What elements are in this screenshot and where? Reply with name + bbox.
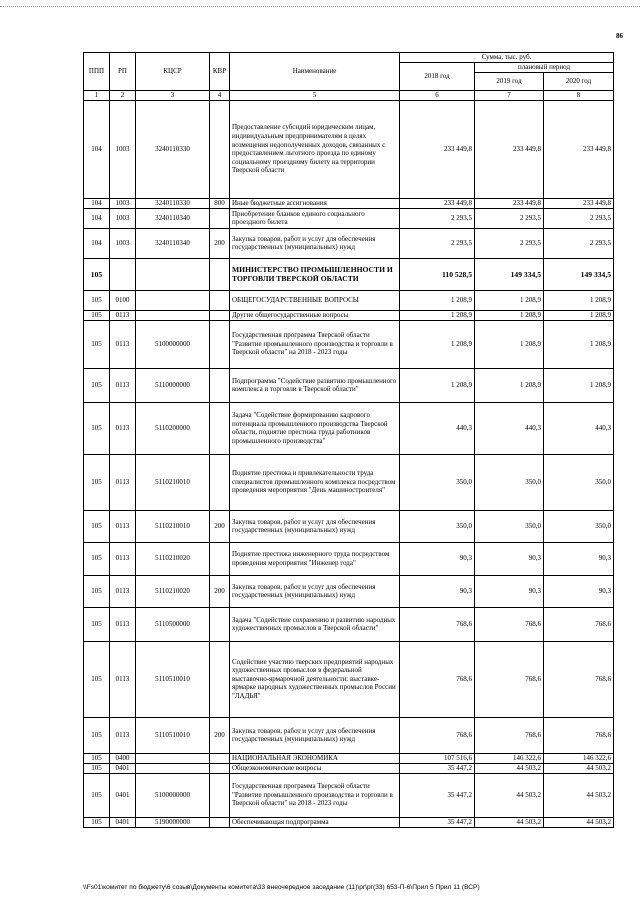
cell-kcsr: 5110210010 xyxy=(136,454,210,510)
cell-value-2019: 768,6 xyxy=(475,641,544,717)
cell-kcsr: 5100000000 xyxy=(136,773,210,817)
cell-kcsr: 5110510010 xyxy=(136,717,210,753)
cell-value-2018: 440,3 xyxy=(400,402,475,454)
cell-value-2019: 233 449,8 xyxy=(475,100,544,198)
col-num-1: 1 xyxy=(84,91,110,101)
cell-value-2019: 149 334,5 xyxy=(475,258,544,290)
cell-value-2019: 350,0 xyxy=(475,454,544,510)
cell-rp: 0113 xyxy=(110,454,136,510)
cell-value-2020: 233 449,8 xyxy=(544,100,614,198)
col-ppp: ППП xyxy=(84,53,110,91)
cell-name: Задача "Содействие сохранению и развитию народных художественных промыслов в Тверской области" xyxy=(230,607,400,641)
cell-ppp: 105 xyxy=(84,717,110,753)
cell-ppp: 105 xyxy=(84,763,110,773)
cell-ppp: 104 xyxy=(84,208,110,228)
cell-value-2018: 35 447,2 xyxy=(400,773,475,817)
cell-value-2019: 768,6 xyxy=(475,717,544,753)
cell-value-2018: 90,3 xyxy=(400,542,475,575)
table-row xyxy=(84,258,614,290)
cell-value-2019: 2 293,5 xyxy=(475,208,544,228)
cell-value-2020: 768,6 xyxy=(544,641,614,717)
cell-rp: 0113 xyxy=(110,402,136,454)
cell-value-2019: 233 449,8 xyxy=(475,198,544,208)
cell-kcsr: 5110200000 xyxy=(136,402,210,454)
cell-name: Общеэкономические вопросы xyxy=(230,763,400,773)
cell-kvr: 200 xyxy=(210,510,230,542)
cell-rp: 0113 xyxy=(110,320,136,368)
cell-ppp: 105 xyxy=(84,607,110,641)
cell-value-2019: 146 322,6 xyxy=(475,753,544,763)
table-row xyxy=(84,717,614,753)
cell-ppp: 104 xyxy=(84,228,110,258)
cell-value-2018: 1 208,9 xyxy=(400,320,475,368)
cell-ppp: 105 xyxy=(84,753,110,763)
cell-kvr xyxy=(210,258,230,290)
cell-value-2018: 233 449,8 xyxy=(400,198,475,208)
cell-value-2018: 107 516,6 xyxy=(400,753,475,763)
cell-value-2020: 1 208,9 xyxy=(544,320,614,368)
cell-value-2020: 768,6 xyxy=(544,717,614,753)
cell-value-2018: 35 447,2 xyxy=(400,817,475,827)
col-num-5: 5 xyxy=(230,91,400,101)
cell-kvr xyxy=(210,454,230,510)
table-row xyxy=(84,290,614,310)
cell-rp: 0113 xyxy=(110,368,136,402)
cell-ppp: 105 xyxy=(84,575,110,607)
cell-value-2019: 1 208,9 xyxy=(475,290,544,310)
cell-rp: 1003 xyxy=(110,198,136,208)
cell-value-2019: 2 293,5 xyxy=(475,228,544,258)
cell-kcsr: 5110210020 xyxy=(136,575,210,607)
cell-value-2018: 768,6 xyxy=(400,641,475,717)
table-row xyxy=(84,763,614,773)
col-kvr: КВР xyxy=(210,53,230,91)
cell-name: Закупка товаров, работ и услуг для обеспечения государственных (муниципальных) нужд xyxy=(230,575,400,607)
cell-name: Предоставление субсидий юридическим лицам, индивидуальным предпринимателям в целях возмещения недополученных доходов, связанных с предоставлением льготного проезда по единому социальному проездному билету на территории Тверской области xyxy=(230,100,400,198)
cell-name: НАЦИОНАЛЬНАЯ ЭКОНОМИКА xyxy=(230,753,400,763)
cell-name: Государственная программа Тверской области "Развитие промышленного производства и торговли в Тверской области" на 2018 - 2023 годы xyxy=(230,320,400,368)
cell-kvr: 200 xyxy=(210,717,230,753)
cell-kcsr: 3240110340 xyxy=(136,228,210,258)
cell-rp: 0113 xyxy=(110,542,136,575)
cell-rp: 0113 xyxy=(110,607,136,641)
cell-name: МИНИСТЕРСТВО ПРОМЫШЛЕННОСТИ И ТОРГОВЛИ ТВЕРСКОЙ ОБЛАСТИ xyxy=(230,258,400,290)
cell-ppp: 104 xyxy=(84,198,110,208)
budget-table xyxy=(83,52,614,828)
cell-value-2020: 149 334,5 xyxy=(544,258,614,290)
cell-value-2019: 350,0 xyxy=(475,510,544,542)
cell-kvr xyxy=(210,290,230,310)
cell-value-2019: 1 208,9 xyxy=(475,368,544,402)
cell-name: ОБЩЕГОСУДАРСТВЕННЫЕ ВОПРОСЫ xyxy=(230,290,400,310)
cell-kvr xyxy=(210,817,230,827)
cell-value-2020: 350,0 xyxy=(544,510,614,542)
table-row xyxy=(84,817,614,827)
cell-rp: 1003 xyxy=(110,228,136,258)
cell-name: Иные бюджетные ассигнования xyxy=(230,198,400,208)
cell-rp: 0401 xyxy=(110,763,136,773)
cell-ppp: 105 xyxy=(84,510,110,542)
cell-name: Приобретение бланков единого социального проездного билета xyxy=(230,208,400,228)
cell-value-2018: 1 208,9 xyxy=(400,290,475,310)
col-num-4: 4 xyxy=(210,91,230,101)
cell-rp: 0401 xyxy=(110,817,136,827)
cell-rp: 0100 xyxy=(110,290,136,310)
cell-ppp: 105 xyxy=(84,368,110,402)
col-num-8: 8 xyxy=(544,91,614,101)
cell-kcsr xyxy=(136,310,210,320)
col-2018: 2018 год xyxy=(400,63,475,91)
cell-kvr xyxy=(210,310,230,320)
cell-kcsr xyxy=(136,258,210,290)
cell-value-2018: 1 208,9 xyxy=(400,368,475,402)
file-path-footer: \\Fs01\комитет по бюджету\6 созыв\Документы комитета\33 внеочередное заседание (11)\pr\рг(33) 653-П-6\Прил 5 Прил 11 (ВСР) xyxy=(83,884,480,891)
cell-ppp: 105 xyxy=(84,320,110,368)
cell-value-2020: 233 449,8 xyxy=(544,198,614,208)
cell-ppp: 105 xyxy=(84,817,110,827)
cell-kvr xyxy=(210,773,230,817)
cell-value-2018: 768,6 xyxy=(400,607,475,641)
cell-kvr: 200 xyxy=(210,575,230,607)
cell-ppp: 105 xyxy=(84,773,110,817)
page-number: 86 xyxy=(616,32,623,40)
col-2020: 2020 год xyxy=(544,73,614,91)
cell-name: Закупка товаров, работ и услуг для обеспечения государственных (муниципальных) нужд xyxy=(230,510,400,542)
cell-value-2019: 1 208,9 xyxy=(475,310,544,320)
cell-value-2019: 90,3 xyxy=(475,542,544,575)
cell-kcsr: 3240110340 xyxy=(136,208,210,228)
cell-rp: 0113 xyxy=(110,717,136,753)
cell-kcsr: 5110210010 xyxy=(136,510,210,542)
cell-kcsr: 3240110330 xyxy=(136,100,210,198)
col-num-6: 6 xyxy=(400,91,475,101)
cell-value-2019: 44 503,2 xyxy=(475,763,544,773)
cell-value-2019: 44 503,2 xyxy=(475,817,544,827)
col-num-7: 7 xyxy=(475,91,544,101)
cell-rp: 0113 xyxy=(110,310,136,320)
cell-value-2020: 90,3 xyxy=(544,575,614,607)
cell-rp: 0113 xyxy=(110,641,136,717)
cell-value-2018: 350,0 xyxy=(400,510,475,542)
cell-value-2020: 350,0 xyxy=(544,454,614,510)
cell-value-2018: 233 449,8 xyxy=(400,100,475,198)
cell-name: Задача "Содействие формированию кадрового потенциала промышленного производства Тверской области, поднятие престижа труда работников промышленного производства" xyxy=(230,402,400,454)
col-planned: плановый период xyxy=(475,63,614,73)
cell-kvr xyxy=(210,100,230,198)
cell-value-2020: 1 208,9 xyxy=(544,290,614,310)
cell-kvr xyxy=(210,320,230,368)
col-num-3: 3 xyxy=(136,91,210,101)
cell-value-2019: 90,3 xyxy=(475,575,544,607)
table-row xyxy=(84,228,614,258)
cell-kcsr: 5190000000 xyxy=(136,817,210,827)
table-row xyxy=(84,641,614,717)
cell-kvr xyxy=(210,641,230,717)
table-row xyxy=(84,320,614,368)
cell-name: Поднятие престижа и привлекательности труда специалистов промышленного комплекса посредством проведения мероприятия "День машиностроителя" xyxy=(230,454,400,510)
table-body xyxy=(84,100,614,827)
cell-name: Подпрограмма "Содействие развитию промышленного комплекса и торговли в Тверской области" xyxy=(230,368,400,402)
cell-value-2019: 44 503,2 xyxy=(475,773,544,817)
cell-rp xyxy=(110,258,136,290)
table-row xyxy=(84,454,614,510)
cell-rp: 1003 xyxy=(110,208,136,228)
cell-ppp: 105 xyxy=(84,310,110,320)
cell-kvr xyxy=(210,607,230,641)
cell-value-2018: 350,0 xyxy=(400,454,475,510)
col-kcsr: КЦСР xyxy=(136,53,210,91)
cell-value-2020: 1 208,9 xyxy=(544,310,614,320)
cell-name: Другие общегосударственные вопросы xyxy=(230,310,400,320)
col-num-2: 2 xyxy=(110,91,136,101)
cell-value-2020: 768,6 xyxy=(544,607,614,641)
cell-rp: 0113 xyxy=(110,510,136,542)
cell-name: Обеспечивающая подпрограмма xyxy=(230,817,400,827)
cell-value-2019: 768,6 xyxy=(475,607,544,641)
table-row xyxy=(84,198,614,208)
cell-rp: 1003 xyxy=(110,100,136,198)
cell-rp: 0113 xyxy=(110,575,136,607)
cell-value-2018: 90,3 xyxy=(400,575,475,607)
table-row xyxy=(84,607,614,641)
cell-ppp: 105 xyxy=(84,290,110,310)
cell-kcsr: 5100000000 xyxy=(136,320,210,368)
cell-kvr: 800 xyxy=(210,198,230,208)
cell-kvr xyxy=(210,542,230,575)
cell-value-2020: 44 503,2 xyxy=(544,763,614,773)
cell-ppp: 105 xyxy=(84,258,110,290)
cell-kvr xyxy=(210,763,230,773)
cell-value-2020: 90,3 xyxy=(544,542,614,575)
cell-value-2019: 440,3 xyxy=(475,402,544,454)
table-header xyxy=(84,53,614,101)
cell-value-2018: 768,6 xyxy=(400,717,475,753)
cell-kcsr xyxy=(136,763,210,773)
cell-kvr xyxy=(210,208,230,228)
table-row xyxy=(84,368,614,402)
cell-value-2018: 110 528,5 xyxy=(400,258,475,290)
cell-kcsr: 5110500000 xyxy=(136,607,210,641)
cell-name: Поднятие престижа инженерного труда посредством проведения мероприятия "Инженер года" xyxy=(230,542,400,575)
cell-rp: 0400 xyxy=(110,753,136,763)
cell-value-2020: 44 503,2 xyxy=(544,817,614,827)
cell-value-2018: 2 293,5 xyxy=(400,228,475,258)
cell-value-2018: 35 447,2 xyxy=(400,763,475,773)
cell-rp: 0401 xyxy=(110,773,136,817)
table-row xyxy=(84,510,614,542)
table-row xyxy=(84,208,614,228)
cell-value-2020: 2 293,5 xyxy=(544,228,614,258)
table-row xyxy=(84,100,614,198)
table-row xyxy=(84,310,614,320)
cell-value-2020: 440,3 xyxy=(544,402,614,454)
cell-ppp: 105 xyxy=(84,454,110,510)
col-rp: РП xyxy=(110,53,136,91)
cell-value-2020: 146 322,6 xyxy=(544,753,614,763)
cell-kvr xyxy=(210,402,230,454)
cell-ppp: 104 xyxy=(84,100,110,198)
cell-kcsr: 5110210020 xyxy=(136,542,210,575)
cell-ppp: 105 xyxy=(84,402,110,454)
cell-kcsr xyxy=(136,290,210,310)
cell-value-2020: 2 293,5 xyxy=(544,208,614,228)
col-2019: 2019 год xyxy=(475,73,544,91)
cell-value-2018: 1 208,9 xyxy=(400,310,475,320)
table-row xyxy=(84,753,614,763)
cell-kcsr xyxy=(136,753,210,763)
table-row xyxy=(84,773,614,817)
cell-kvr xyxy=(210,368,230,402)
cell-kcsr: 5110510010 xyxy=(136,641,210,717)
cell-kcsr: 5110000000 xyxy=(136,368,210,402)
cell-kcsr: 3240110330 xyxy=(136,198,210,208)
cell-kvr xyxy=(210,753,230,763)
cell-name: Закупка товаров, работ и услуг для обеспечения государственных (муниципальных) нужд xyxy=(230,228,400,258)
col-sum: Сумма, тыс. руб. xyxy=(400,53,614,63)
cell-ppp: 105 xyxy=(84,641,110,717)
table-row xyxy=(84,542,614,575)
cell-value-2019: 1 208,9 xyxy=(475,320,544,368)
cell-ppp: 105 xyxy=(84,542,110,575)
cell-name: Закупка товаров, работ и услуг для обеспечения государственных (муниципальных) нужд xyxy=(230,717,400,753)
cell-name: Содействие участию тверских предприятий народных художественных промыслов в федеральной выставочно-ярмарочной деятельности: выставке-ярмарке народных художественных промыслов России "ЛАДЬЯ" xyxy=(230,641,400,717)
table-row xyxy=(84,575,614,607)
cell-name: Государственная программа Тверской области "Развитие промышленного производства и торговли в Тверской области" на 2018 - 2023 годы xyxy=(230,773,400,817)
cell-value-2020: 44 503,2 xyxy=(544,773,614,817)
table-row xyxy=(84,402,614,454)
cell-kvr: 200 xyxy=(210,228,230,258)
cell-value-2018: 2 293,5 xyxy=(400,208,475,228)
cell-value-2020: 1 208,9 xyxy=(544,368,614,402)
top-scan-line xyxy=(0,6,640,7)
col-name: Наименование xyxy=(230,53,400,91)
